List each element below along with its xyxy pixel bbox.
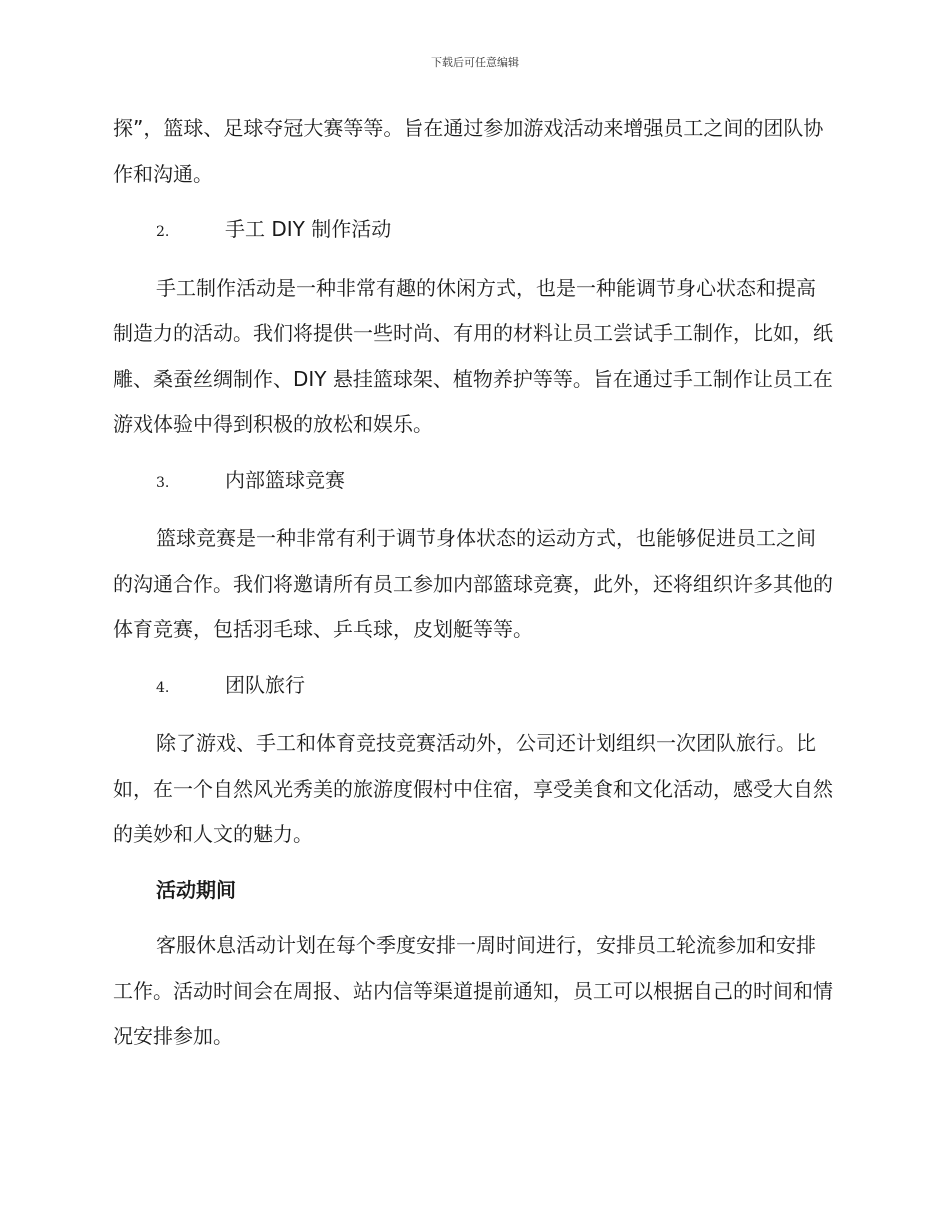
paragraph-continuation: 探”，篮球、足球夺冠大赛等等。旨在通过参加游戏活动来增强员工之间的团队协作和沟通。 [113, 116, 824, 186]
paragraph-diy: 手工制作活动是一种非常有趣的休闲方式，也是一种能调节身心状态和提高制造力的活动。我们将提供一些时尚、有用的材料让员工尝试手工制作，比如，纸雕、桑蚕丝绸制作、DIY 悬挂篮球架、植物养护等等。旨在通过手工制作让员工在游戏体验中得到积极的放松和娱乐。 [113, 275, 833, 436]
document-body [113, 106, 833, 1060]
section-heading: 活动期间 [156, 877, 236, 902]
list-number: 2. [156, 224, 170, 240]
list-number: 4. [156, 679, 170, 696]
paragraph-period: 客服休息活动计划在每个季度安排一周时间进行，安排员工轮流参加和安排工作。活动时间会在周报、站内信等渠道提前通知，员工可以根据自己的时间和情况安排参加。 [113, 933, 833, 1048]
list-title: 手工 DIY 制作活动 [225, 217, 392, 241]
list-number: 3. [156, 474, 170, 491]
list-heading-2 [113, 207, 833, 256]
list-heading-4 [113, 663, 833, 712]
list-heading-3 [113, 458, 833, 507]
page-header: 下载后可任意编辑 [431, 56, 519, 69]
list-title: 内部篮球竞赛 [225, 467, 345, 492]
paragraph-travel: 除了游戏、手工和体育竞技竞赛活动外，公司还计划组织一次团队旅行。比如，在一个自然风光秀美的旅游度假村中住宿，享受美食和文化活动，感受大自然的美妙和人文的魅力。 [113, 731, 833, 846]
list-title: 团队旅行 [225, 672, 305, 697]
paragraph-basketball: 篮球竞赛是一种非常有利于调节身体状态的运动方式，也能够促进员工之间的沟通合作。我们将邀请所有员工参加内部篮球竞赛，此外，还将组织许多其他的体育竞赛，包括羽毛球、乒乓球，皮划艇等等。 [113, 526, 833, 641]
